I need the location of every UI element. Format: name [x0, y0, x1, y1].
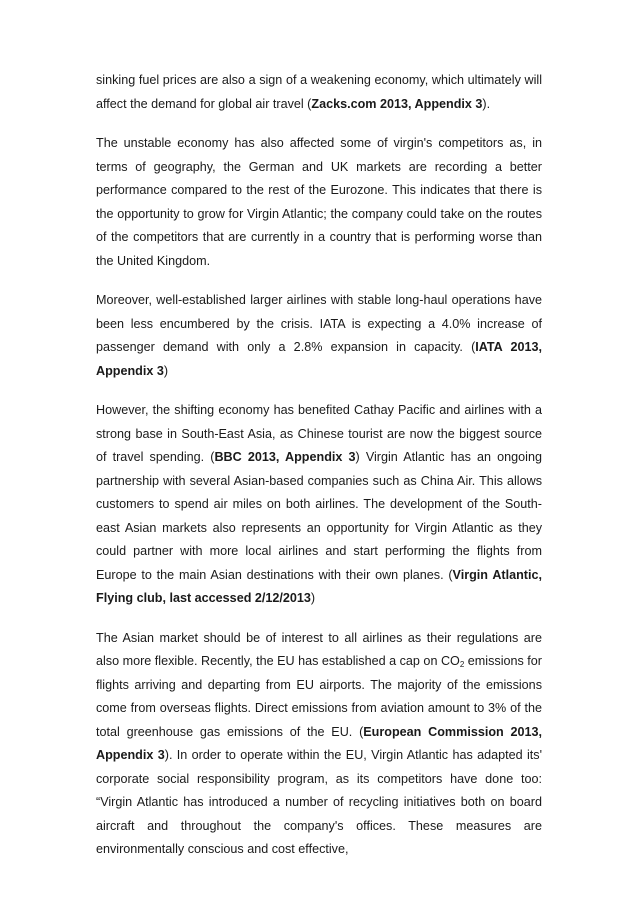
paragraph: [96, 399, 542, 611]
paragraph: [96, 627, 542, 862]
citation-text: IATA 2013, Appendix 3: [96, 340, 542, 378]
paragraph-text: ).: [482, 96, 491, 111]
paragraph: [96, 289, 542, 383]
paragraph: [96, 132, 542, 273]
paragraph-text: The unstable economy has also affected some of virgin's competitors as, in terms of geography, the German and UK markets are recording a better performance compared to the rest of the Eurozone. This indicates that there is the opportunity to grow for Virgin Atlantic; the company could take on the routes of the competitors that are currently in a country that is performing worse than the United Kingdom.: [96, 136, 542, 268]
paragraph-text: ): [163, 363, 169, 378]
citation-text: Virgin Atlantic, Flying club, last accessed 2/12/2013: [96, 567, 542, 605]
citation-text: Zacks.com 2013, Appendix 3: [311, 96, 483, 111]
paragraph-text: However, the shifting economy has benefited Cathay Pacific and airlines with a strong base in South-East Asia, as Chinese tourist are now the biggest source of travel spending. (: [96, 403, 542, 464]
paragraph-text: ). In order to operate within the EU, Virgin Atlantic has adapted its' corporate social responsibility program, as its competitors have done too: “Virgin Atlantic has introduced a number of recycling initiatives both on board aircraft and throughout the company's offices. These measures are environmentally conscious and cost effective,: [96, 748, 542, 856]
paragraph-text: The Asian market should be of interest to all airlines as their regulations are also more flexible. Recently, the EU has established a cap on CO: [96, 630, 542, 668]
paragraph-text: Moreover, well-established larger airlines with stable long-haul operations have been less encumbered by the crisis. IATA is expecting a 4.0% increase of passenger demand with only a 2.8% expansion in capacity. (: [96, 293, 542, 354]
paragraph-text: sinking fuel prices are also a sign of a weakening economy, which ultimately will affect the demand for global air travel (: [96, 73, 542, 111]
body-text: [96, 69, 542, 878]
citation-text: BBC 2013, Appendix 3: [214, 450, 356, 464]
citation-text: European Commission 2013, Appendix 3: [96, 724, 543, 762]
paragraph-text: ) Virgin Atlantic has an ongoing partnership with several Asian-based companies such as China Air. This allows customers to spend air miles on both airlines. The development of the South-east Asian markets also represents an opportunity for Virgin Atlantic as they could partner with more local airlines and start performing the flights from Europe to the main Asian destinations with their own planes. (: [96, 450, 542, 582]
paragraph-text: ): [310, 591, 316, 605]
paragraph-text: emissions for flights arriving and departing from EU airports. The majority of the emissions come from overseas flights. Direct emissions from aviation amount to 3% of the total greenhouse gas emissions of the EU. (: [96, 654, 542, 739]
paragraph: [96, 69, 542, 116]
subscript-text: 2: [459, 660, 465, 669]
